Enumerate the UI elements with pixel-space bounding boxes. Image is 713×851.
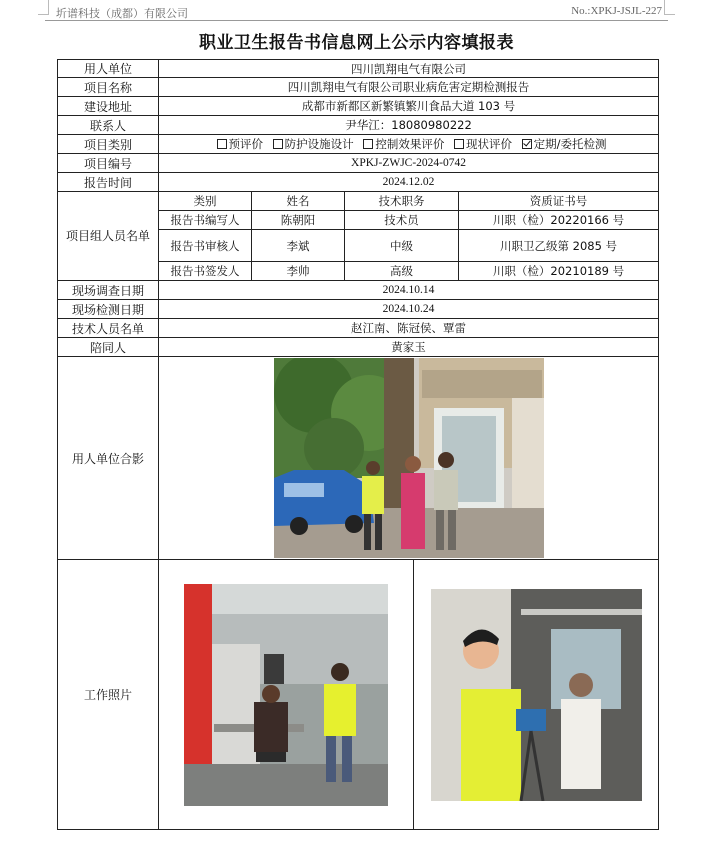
header-company: 圻谱科技（成都）有限公司 bbox=[56, 7, 188, 20]
row-companion bbox=[58, 338, 659, 357]
companion-value: 黄家玉 bbox=[159, 338, 659, 357]
row-work-photos bbox=[58, 560, 659, 830]
contact-label: 联系人 bbox=[58, 116, 159, 135]
employer-label: 用人单位 bbox=[58, 60, 159, 78]
team-cert: 川职（检）20220166 号 bbox=[459, 211, 659, 230]
team-name: 李斌 bbox=[252, 230, 345, 262]
row-employer bbox=[58, 60, 659, 78]
address-label: 建设地址 bbox=[58, 97, 159, 116]
option-control-effect: 控制效果评价 bbox=[375, 137, 445, 151]
team-header-role: 类别 bbox=[159, 192, 252, 211]
row-survey-date bbox=[58, 281, 659, 300]
row-contact bbox=[58, 116, 659, 135]
work-photo-cell-left bbox=[159, 560, 414, 830]
header-doc-number: No.:XPKJ-JSJL-227 bbox=[571, 5, 662, 17]
row-project-code bbox=[58, 154, 659, 173]
technicians-label: 技术人员名单 bbox=[58, 319, 159, 338]
team-header-row bbox=[58, 192, 659, 211]
disclosure-form-table bbox=[57, 59, 659, 830]
work-photos-label: 工作照片 bbox=[58, 560, 159, 830]
survey-date-value: 2024.10.14 bbox=[159, 281, 659, 300]
project-code-label: 项目编号 bbox=[58, 154, 159, 173]
technicians-value: 赵江南、陈冠侯、覃雷 bbox=[159, 319, 659, 338]
team-header-title: 技术职务 bbox=[345, 192, 459, 211]
employer-value: 四川凯翔电气有限公司 bbox=[159, 60, 659, 78]
team-title: 技术员 bbox=[345, 211, 459, 230]
row-technicians bbox=[58, 319, 659, 338]
option-status-assessment: 现状评价 bbox=[465, 137, 512, 151]
detect-date-label: 现场检测日期 bbox=[58, 300, 159, 319]
project-type-label: 项目类别 bbox=[58, 135, 159, 154]
group-photo-label: 用人单位合影 bbox=[58, 357, 159, 560]
project-name-value: 四川凯翔电气有限公司职业病危害定期检测报告 bbox=[159, 78, 659, 97]
row-group-photo bbox=[58, 357, 659, 560]
page-title: 职业卫生报告书信息网上公示内容填报表 bbox=[199, 33, 514, 53]
group-photo bbox=[274, 358, 544, 558]
team-name: 李帅 bbox=[252, 262, 345, 281]
team-label: 项目组人员名单 bbox=[58, 192, 159, 281]
project-name-label: 项目名称 bbox=[58, 78, 159, 97]
team-role: 报告书编写人 bbox=[159, 211, 252, 230]
address-value: 成都市新都区新繁镇繁川食品大道 103 号 bbox=[159, 97, 659, 116]
team-name: 陈朝阳 bbox=[252, 211, 345, 230]
survey-date-label: 现场调查日期 bbox=[58, 281, 159, 300]
team-header-name: 姓名 bbox=[252, 192, 345, 211]
header-corner-mark bbox=[664, 0, 675, 15]
team-cert: 川职卫乙级第 2085 号 bbox=[459, 230, 659, 262]
team-header-cert: 资质证书号 bbox=[459, 192, 659, 211]
work-photo-cell-right bbox=[414, 560, 659, 830]
row-detect-date bbox=[58, 300, 659, 319]
project-code-value: XPKJ-ZWJC-2024-0742 bbox=[159, 154, 659, 173]
contact-value: 尹华江：18080980222 bbox=[159, 116, 659, 135]
row-report-date bbox=[58, 173, 659, 192]
team-title: 中级 bbox=[345, 230, 459, 262]
row-address bbox=[58, 97, 659, 116]
report-date-value: 2024.12.02 bbox=[159, 173, 659, 192]
work-photo-press-brake bbox=[184, 584, 388, 806]
row-project-name bbox=[58, 78, 659, 97]
checkbox-control-effect[interactable] bbox=[363, 139, 373, 149]
row-project-type bbox=[58, 135, 659, 154]
team-title: 高级 bbox=[345, 262, 459, 281]
report-date-label: 报告时间 bbox=[58, 173, 159, 192]
checkbox-pre-assessment[interactable] bbox=[217, 139, 227, 149]
option-periodic-detection: 定期/委托检测 bbox=[533, 137, 607, 151]
checkbox-status-assessment[interactable] bbox=[454, 139, 464, 149]
group-photo-cell bbox=[159, 357, 659, 560]
option-protection-design: 防护设施设计 bbox=[284, 137, 354, 151]
option-pre-assessment: 预评价 bbox=[228, 137, 264, 151]
detect-date-value: 2024.10.24 bbox=[159, 300, 659, 319]
checkbox-periodic-detection[interactable] bbox=[522, 139, 532, 149]
team-role: 报告书签发人 bbox=[159, 262, 252, 281]
team-cert: 川职（检）20210189 号 bbox=[459, 262, 659, 281]
header-corner-mark bbox=[38, 0, 49, 15]
project-type-options bbox=[159, 135, 659, 154]
checkbox-protection-design[interactable] bbox=[273, 139, 283, 149]
header-rule bbox=[45, 20, 668, 21]
work-photo-detection bbox=[431, 589, 642, 801]
team-role: 报告书审核人 bbox=[159, 230, 252, 262]
companion-label: 陪同人 bbox=[58, 338, 159, 357]
